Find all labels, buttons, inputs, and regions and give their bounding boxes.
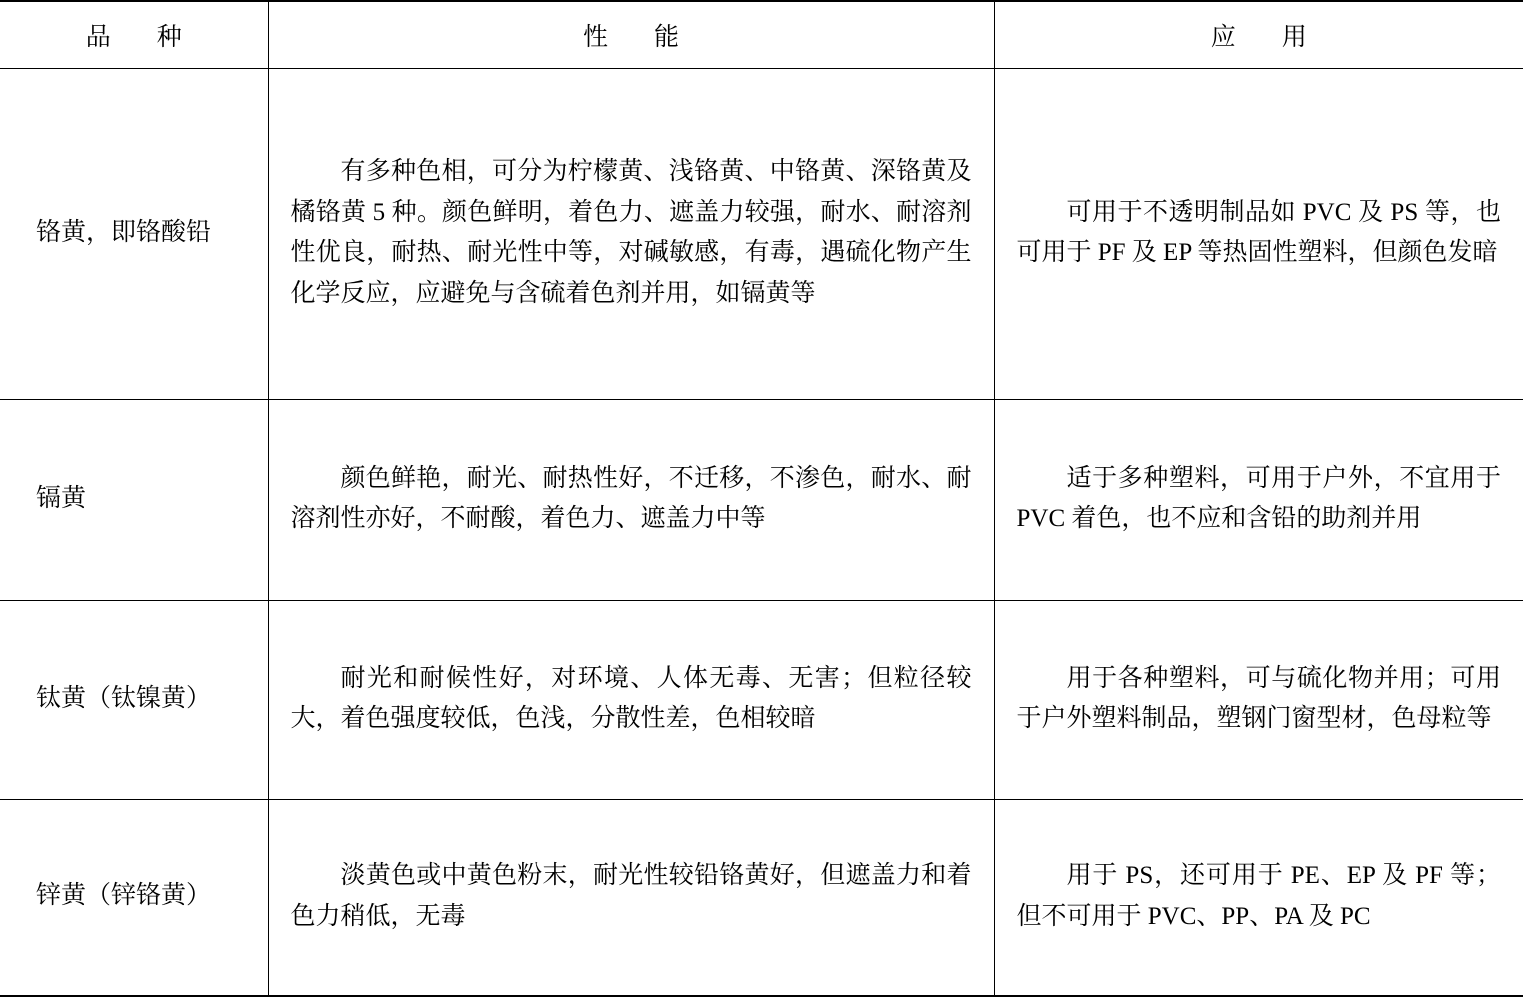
cell-application: 用于 PS，还可用于 PE、EP 及 PF 等；但不可用于 PVC、PP、PA 及 PC [994, 800, 1523, 997]
cell-application: 可用于不透明制品如 PVC 及 PS 等，也可用于 PF 及 EP 等热固性塑料，但颜色发暗 [994, 69, 1523, 400]
table-body [0, 69, 1523, 997]
cell-performance: 有多种色相，可分为柠檬黄、浅铬黄、中铬黄、深铬黄及橘铬黄 5 种。颜色鲜明，着色力、遮盖力较强，耐水、耐溶剂性优良，耐热、耐光性中等，对碱敏感，有毒，遇硫化物产生化学反应，应避免与含硫着色剂并用，如镉黄等 [268, 69, 994, 400]
column-header-variety: 品 种 [0, 1, 268, 69]
cell-variety: 铬黄，即铬酸铅 [0, 69, 268, 400]
cell-application: 适于多种塑料，可用于户外，不宜用于 PVC 着色，也不应和含铅的助剂并用 [994, 400, 1523, 601]
cell-variety: 镉黄 [0, 400, 268, 601]
column-header-performance: 性 能 [268, 1, 994, 69]
cell-performance: 淡黄色或中黄色粉末，耐光性较铅铬黄好，但遮盖力和着色力稍低，无毒 [268, 800, 994, 997]
table-header-row [0, 1, 1523, 69]
table-row [0, 800, 1523, 997]
cell-performance: 耐光和耐候性好，对环境、人体无毒、无害；但粒径较大，着色强度较低，色浅，分散性差，色相较暗 [268, 601, 994, 800]
table-row [0, 601, 1523, 800]
cell-variety: 钛黄（钛镍黄） [0, 601, 268, 800]
table-row [0, 400, 1523, 601]
cell-performance: 颜色鲜艳，耐光、耐热性好，不迁移，不渗色，耐水、耐溶剂性亦好，不耐酸，着色力、遮盖力中等 [268, 400, 994, 601]
cell-variety: 锌黄（锌铬黄） [0, 800, 268, 997]
table-row [0, 69, 1523, 400]
cell-application: 用于各种塑料，可与硫化物并用；可用于户外塑料制品，塑钢门窗型材，色母粒等 [994, 601, 1523, 800]
table-header [0, 1, 1523, 69]
column-header-application: 应 用 [994, 1, 1523, 69]
